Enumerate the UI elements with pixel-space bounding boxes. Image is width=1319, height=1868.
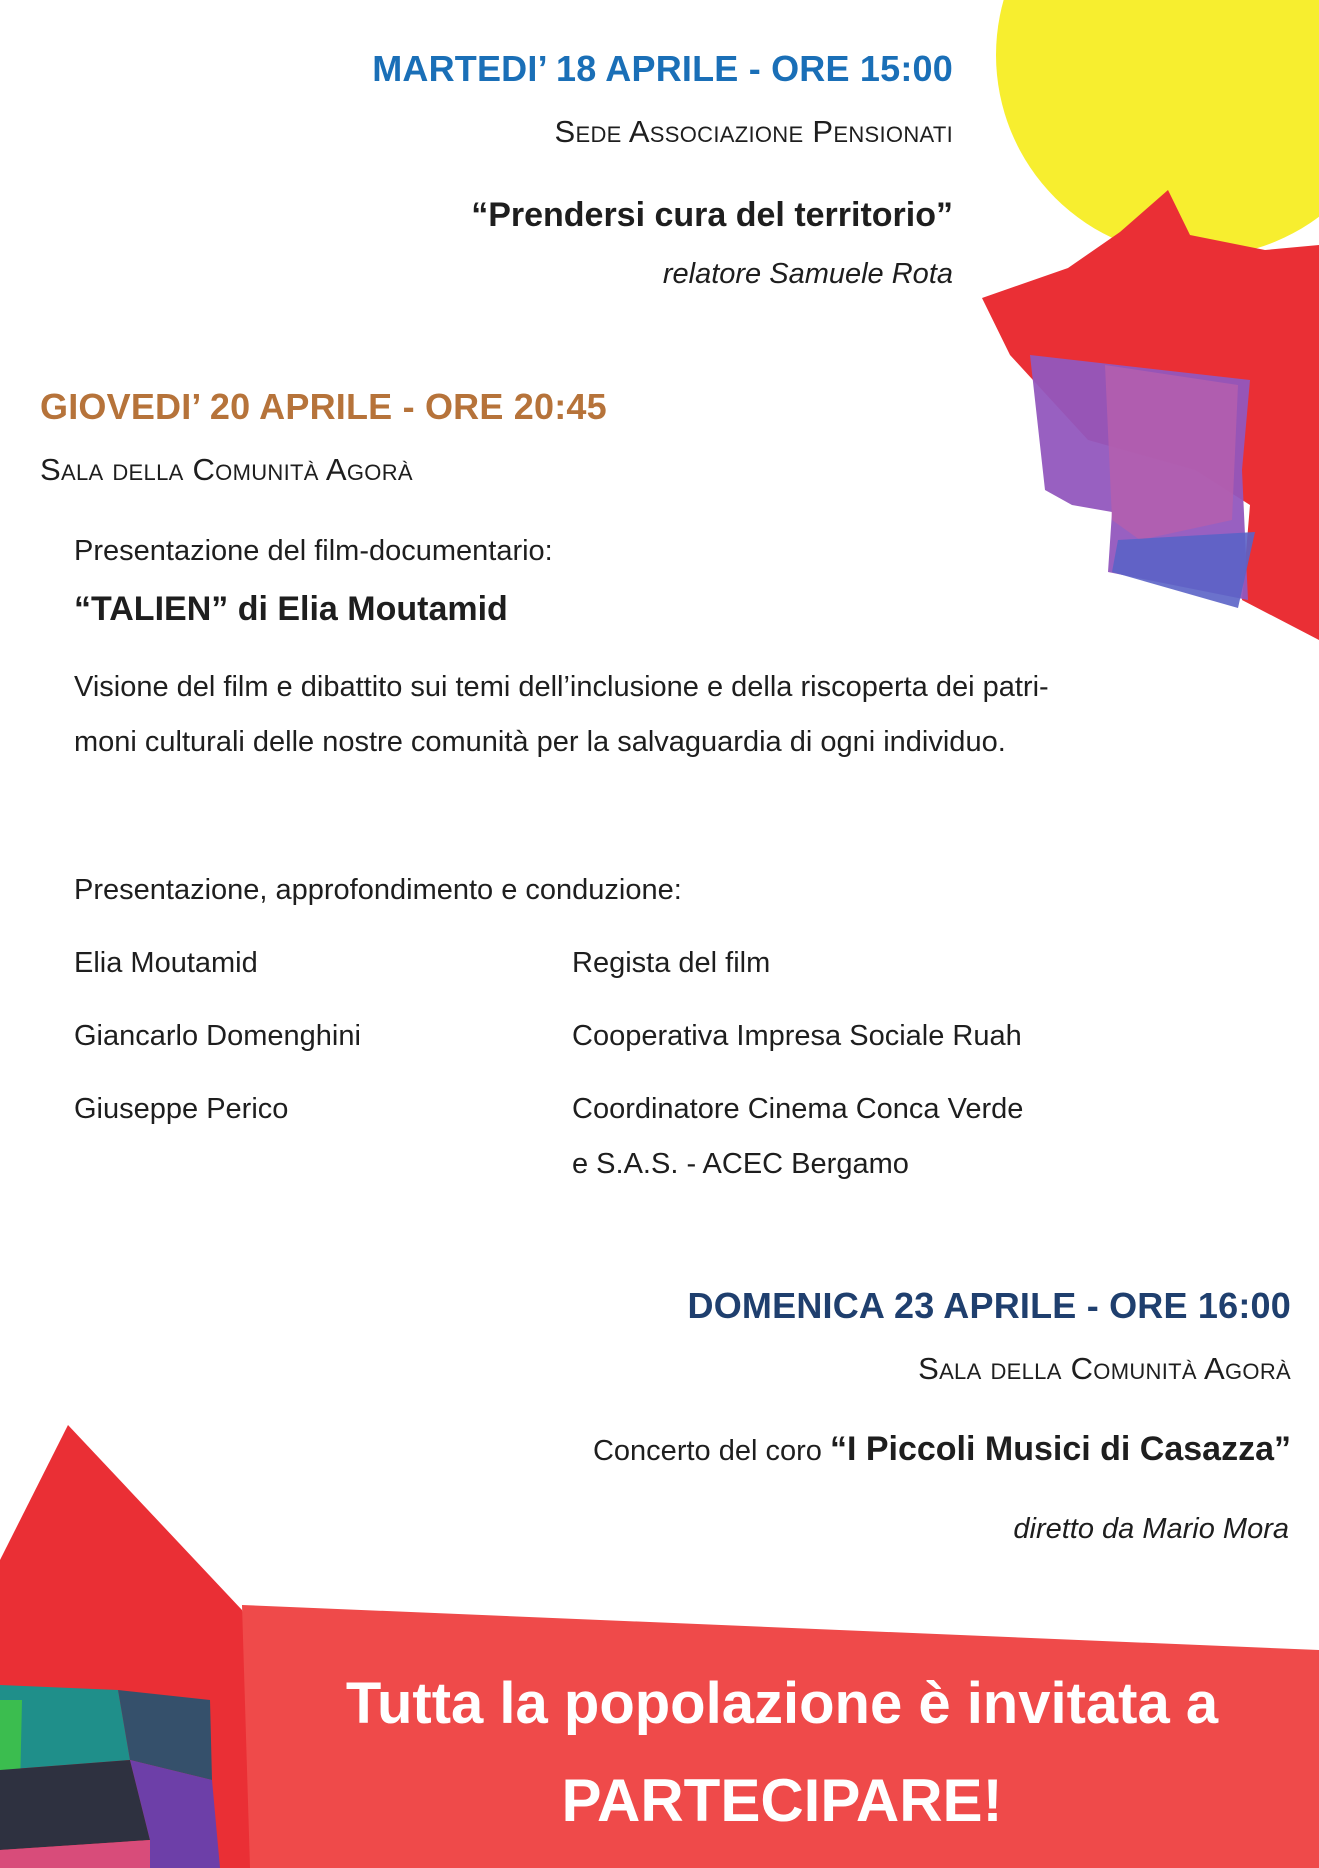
concert-name: “I Piccoli Musici di Casazza” (829, 1430, 1291, 1468)
panel-name: Giancarlo Domenghini (74, 1020, 361, 1052)
panel-role-line2: e S.A.S. - ACEC Bergamo (572, 1148, 909, 1180)
banner-participate-line: PARTECIPARE! (561, 1767, 1003, 1834)
banner-invite-line: Tutta la popolazione è invitata a (345, 1671, 1219, 1736)
event1-speaker: relatore Samuele Rota (662, 258, 953, 290)
event2-description-line2: moni culturali delle nostre comunità per la salvaguardia di ogni individuo. (74, 726, 1006, 758)
panel-role: Cooperativa Impresa Sociale Ruah (572, 1020, 1022, 1052)
panel-name: Giuseppe Perico (74, 1093, 289, 1125)
panel-role: Regista del film (572, 947, 771, 979)
event3-director: diretto da Mario Mora (1013, 1513, 1289, 1545)
dark-paper-shape (0, 1760, 150, 1850)
concert-prefix: Concerto del coro (592, 1435, 830, 1467)
event1-date: MARTEDI’ 18 APRILE - ORE 15:00 (372, 48, 953, 89)
panel-role: Coordinatore Cinema Conca Verde (572, 1093, 1024, 1125)
event1-title: “Prendersi cura del territorio” (471, 196, 953, 234)
event2-description-line1: Visione del film e dibattito sui temi dell’inclusione e della riscoperta dei patri- (74, 671, 1049, 703)
event2-venue: Sala della Comunità Agorà (40, 452, 413, 487)
event3-concert (593, 1430, 1291, 1469)
violet-paper-shape (1105, 365, 1238, 540)
event3-date: DOMENICA 23 APRILE - ORE 16:00 (687, 1285, 1291, 1326)
event2-film-title: “TALIEN” di Elia Moutamid (74, 590, 508, 628)
event2-intro: Presentazione del film-documentario: (74, 535, 553, 567)
blue-paper-shape (1112, 532, 1255, 608)
panel-heading: Presentazione, approfondimento e conduzione: (74, 874, 682, 906)
event2-date: GIOVEDI’ 20 APRILE - ORE 20:45 (40, 386, 607, 427)
panel-name: Elia Moutamid (74, 947, 258, 979)
event3-venue: Sala della Comunità Agorà (918, 1351, 1291, 1386)
event1-venue: Sede Associazione Pensionati (554, 114, 953, 149)
